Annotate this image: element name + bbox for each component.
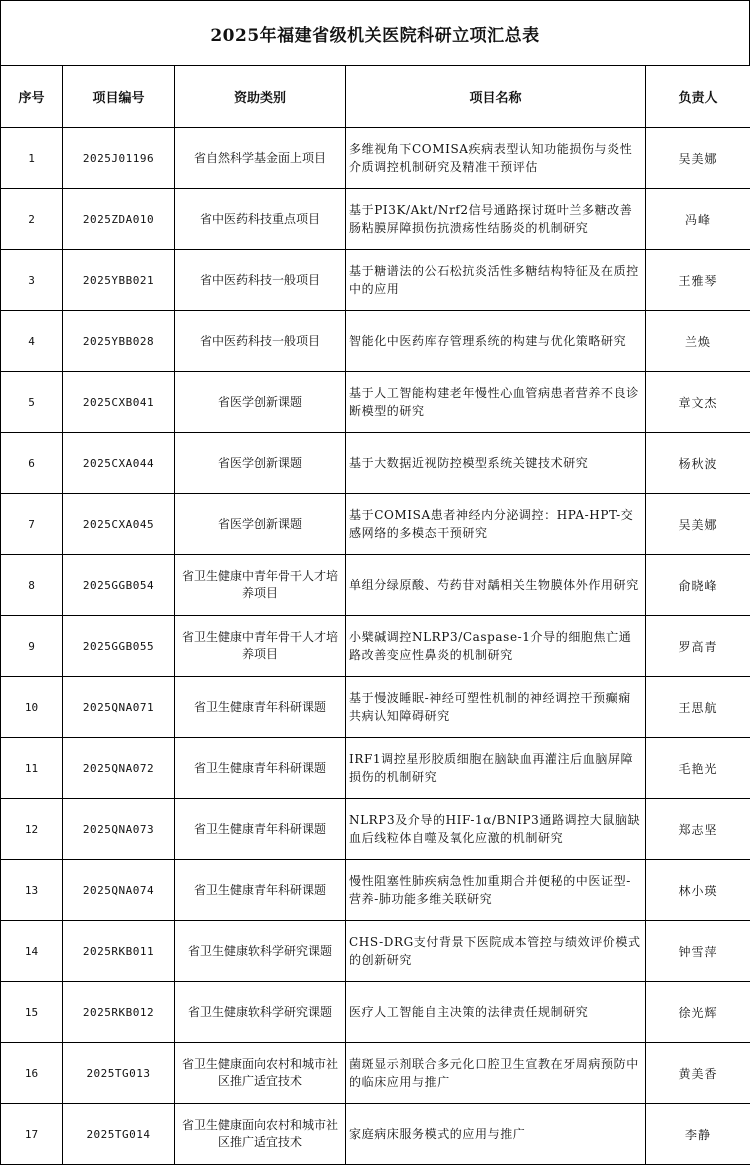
cell-index: 13 (1, 860, 63, 921)
cell-leader: 王思航 (646, 677, 750, 738)
cell-category: 省卫生健康中青年骨干人才培养项目 (175, 616, 346, 677)
cell-project-name: NLRP3及介导的HIF-1α/BNIP3通路调控大鼠脑缺血后线粒体自噬及氧化应激的机制研究 (346, 799, 646, 860)
cell-leader: 徐光辉 (646, 982, 750, 1043)
table-row (1, 555, 750, 616)
table-row (1, 1043, 750, 1104)
title-bar (0, 0, 750, 66)
cell-index: 8 (1, 555, 63, 616)
cell-leader: 毛艳光 (646, 738, 750, 799)
cell-leader: 王雅琴 (646, 250, 750, 311)
cell-index: 10 (1, 677, 63, 738)
cell-project-name: CHS-DRG支付背景下医院成本管控与绩效评价模式的创新研究 (346, 921, 646, 982)
table-row (1, 982, 750, 1043)
cell-index: 11 (1, 738, 63, 799)
cell-code: 2025QNA074 (63, 860, 175, 921)
cell-project-name: 基于大数据近视防控模型系统关键技术研究 (346, 433, 646, 494)
table-row (1, 433, 750, 494)
cell-leader: 俞晓峰 (646, 555, 750, 616)
cell-code: 2025ZDA010 (63, 189, 175, 250)
cell-code: 2025CXA045 (63, 494, 175, 555)
table-row (1, 372, 750, 433)
cell-index: 1 (1, 128, 63, 189)
page-title: 2025年福建省级机关医院科研立项汇总表 (210, 26, 540, 46)
cell-leader: 吴美娜 (646, 494, 750, 555)
table-row (1, 738, 750, 799)
header-index: 序号 (1, 66, 63, 128)
project-table (0, 65, 750, 1165)
cell-project-name: 慢性阻塞性肺疾病急性加重期合并便秘的中医证型-营养-肺功能多维关联研究 (346, 860, 646, 921)
cell-project-name: 基于糖谱法的公石松抗炎活性多糖结构特征及在质控中的应用 (346, 250, 646, 311)
cell-project-name: 菌斑显示剂联合多元化口腔卫生宣教在牙周病预防中的临床应用与推广 (346, 1043, 646, 1104)
cell-project-name: 小檗碱调控NLRP3/Caspase-1介导的细胞焦亡通路改善变应性鼻炎的机制研究 (346, 616, 646, 677)
table-row (1, 1104, 750, 1165)
cell-leader: 李静 (646, 1104, 750, 1165)
cell-code: 2025J01196 (63, 128, 175, 189)
cell-index: 5 (1, 372, 63, 433)
cell-category: 省医学创新课题 (175, 433, 346, 494)
cell-category: 省医学创新课题 (175, 372, 346, 433)
table-row (1, 677, 750, 738)
cell-project-name: 基于慢波睡眠-神经可塑性机制的神经调控干预癫痫共病认知障碍研究 (346, 677, 646, 738)
cell-code: 2025QNA072 (63, 738, 175, 799)
cell-leader: 黄美香 (646, 1043, 750, 1104)
cell-leader: 杨秋波 (646, 433, 750, 494)
cell-code: 2025TG014 (63, 1104, 175, 1165)
cell-index: 6 (1, 433, 63, 494)
cell-category: 省卫生健康软科学研究课题 (175, 921, 346, 982)
table-row (1, 250, 750, 311)
cell-index: 3 (1, 250, 63, 311)
cell-code: 2025CXA044 (63, 433, 175, 494)
cell-code: 2025RKB012 (63, 982, 175, 1043)
cell-index: 16 (1, 1043, 63, 1104)
table-row (1, 494, 750, 555)
cell-category: 省中医药科技重点项目 (175, 189, 346, 250)
header-name: 项目名称 (346, 66, 646, 128)
cell-category: 省卫生健康面向农村和城市社区推广适宜技术 (175, 1104, 346, 1165)
cell-category: 省自然科学基金面上项目 (175, 128, 346, 189)
cell-category: 省卫生健康青年科研课题 (175, 677, 346, 738)
cell-leader: 钟雪萍 (646, 921, 750, 982)
cell-leader: 罗高青 (646, 616, 750, 677)
table-row (1, 189, 750, 250)
cell-category: 省中医药科技一般项目 (175, 311, 346, 372)
cell-project-name: 基于COMISA患者神经内分泌调控：HPA-HPT-交感网络的多模态干预研究 (346, 494, 646, 555)
cell-code: 2025YBB028 (63, 311, 175, 372)
cell-leader: 郑志坚 (646, 799, 750, 860)
cell-code: 2025QNA071 (63, 677, 175, 738)
table-row (1, 921, 750, 982)
cell-index: 4 (1, 311, 63, 372)
cell-code: 2025TG013 (63, 1043, 175, 1104)
cell-project-name: IRF1调控星形胶质细胞在脑缺血再灌注后血脑屏障损伤的机制研究 (346, 738, 646, 799)
cell-index: 7 (1, 494, 63, 555)
header-category: 资助类别 (175, 66, 346, 128)
table-row (1, 616, 750, 677)
cell-index: 17 (1, 1104, 63, 1165)
cell-category: 省卫生健康青年科研课题 (175, 799, 346, 860)
cell-category: 省卫生健康软科学研究课题 (175, 982, 346, 1043)
cell-leader: 兰焕 (646, 311, 750, 372)
cell-index: 12 (1, 799, 63, 860)
cell-project-name: 智能化中医药库存管理系统的构建与优化策略研究 (346, 311, 646, 372)
cell-project-name: 基于人工智能构建老年慢性心血管病患者营养不良诊断模型的研究 (346, 372, 646, 433)
header-leader: 负责人 (646, 66, 750, 128)
table-row (1, 860, 750, 921)
cell-category: 省卫生健康中青年骨干人才培养项目 (175, 555, 346, 616)
cell-code: 2025GGB054 (63, 555, 175, 616)
cell-project-name: 基于PI3K/Akt/Nrf2信号通路探讨斑叶兰多糖改善肠粘膜屏障损伤抗溃疡性结肠炎的机制研究 (346, 189, 646, 250)
cell-code: 2025CXB041 (63, 372, 175, 433)
table-row (1, 128, 750, 189)
header-code: 项目编号 (63, 66, 175, 128)
cell-code: 2025YBB021 (63, 250, 175, 311)
cell-index: 15 (1, 982, 63, 1043)
cell-index: 9 (1, 616, 63, 677)
cell-project-name: 单组分绿原酸、芍药苷对龋相关生物膜体外作用研究 (346, 555, 646, 616)
cell-category: 省卫生健康青年科研课题 (175, 738, 346, 799)
cell-category: 省卫生健康青年科研课题 (175, 860, 346, 921)
cell-leader: 林小瑛 (646, 860, 750, 921)
table-row (1, 311, 750, 372)
cell-leader: 冯峰 (646, 189, 750, 250)
cell-code: 2025RKB011 (63, 921, 175, 982)
header-row (1, 66, 750, 128)
cell-index: 14 (1, 921, 63, 982)
cell-project-name: 医疗人工智能自主决策的法律责任规制研究 (346, 982, 646, 1043)
cell-category: 省卫生健康面向农村和城市社区推广适宜技术 (175, 1043, 346, 1104)
cell-leader: 章文杰 (646, 372, 750, 433)
cell-leader: 吴美娜 (646, 128, 750, 189)
cell-category: 省医学创新课题 (175, 494, 346, 555)
cell-project-name: 多维视角下COMISA疾病表型认知功能损伤与炎性介质调控机制研究及精准干预评估 (346, 128, 646, 189)
cell-category: 省中医药科技一般项目 (175, 250, 346, 311)
cell-index: 2 (1, 189, 63, 250)
table-row (1, 799, 750, 860)
cell-project-name: 家庭病床服务模式的应用与推广 (346, 1104, 646, 1165)
cell-code: 2025QNA073 (63, 799, 175, 860)
cell-code: 2025GGB055 (63, 616, 175, 677)
